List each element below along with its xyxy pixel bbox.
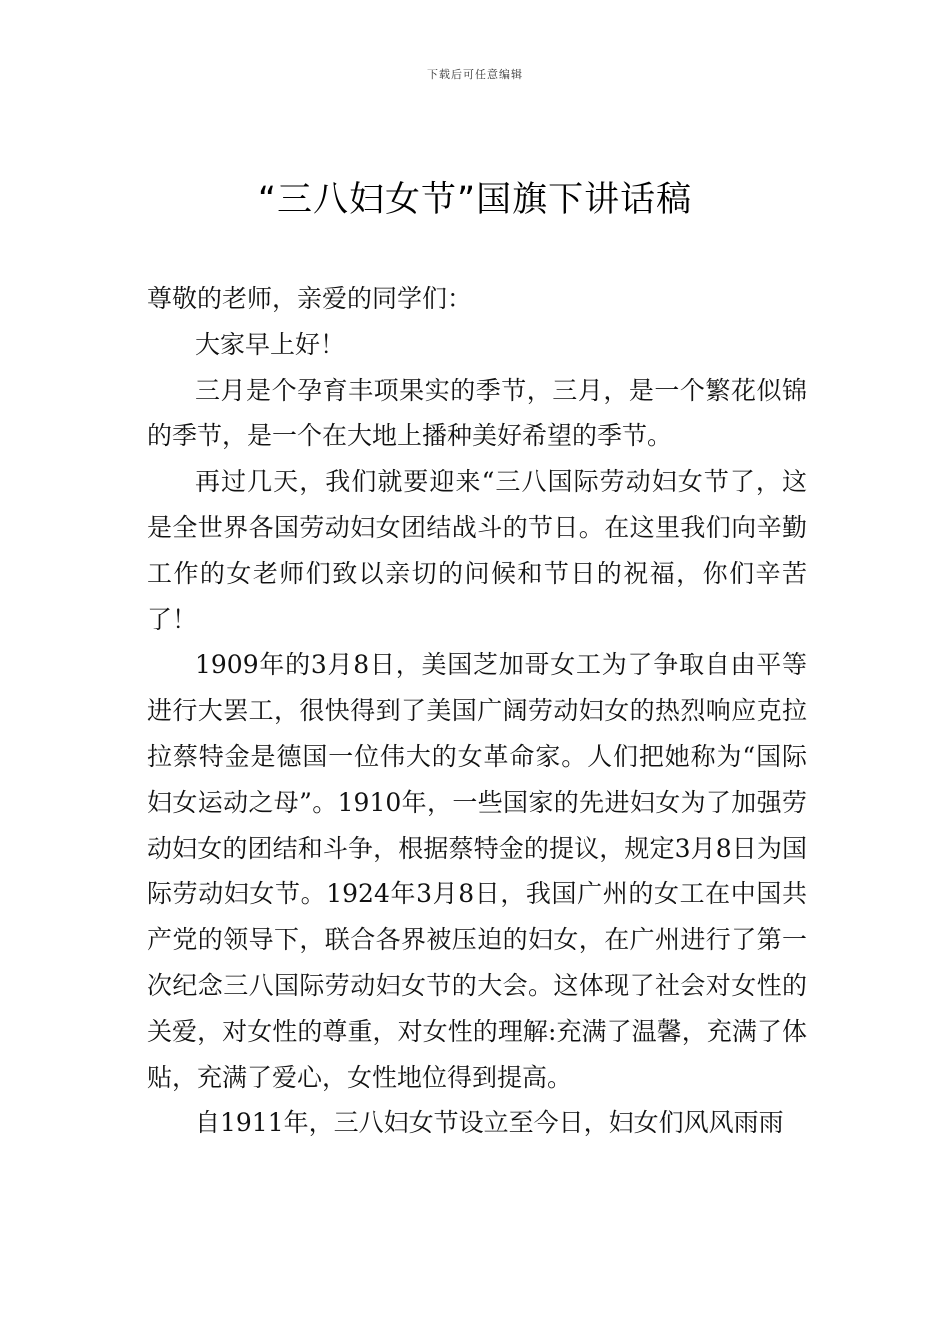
greeting-paragraph: 大家早上好！	[195, 329, 346, 359]
page-title: “三八妇女节”国旗下讲话稿	[257, 180, 693, 220]
body-paragraph: 自1911年，三八妇女节设立至今日，妇女们风风雨雨	[195, 1108, 784, 1138]
body-paragraph: 1909年的3月8日，美国芝加哥女工为了争取自由平等进行大罢工，很快得到了美国广阔劳动妇女的热烈响应克拉拉蔡特金是德国一位伟大的女革命家。人们把她称为“国际妇女运动之母”。1910年，一些国家的先进妇女为了加强劳动妇女的团结和斗争，根据蔡特金的提议，规定3月8日为国际劳动妇女节。1924年3月8日，我国广州的女工在中国共产党的领导下，联合各界被压迫的妇女，在广州进行了第一次纪念三八国际劳动妇女节的大会。这体现了社会对女性的关爱，对女性的尊重，对女性的理解:充满了温馨，充满了体贴，充满了爱心，女性地位得到提高。	[147, 650, 807, 1092]
header-note: 下载后可任意编辑	[427, 68, 523, 81]
body-paragraph: 三月是个孕育丰项果实的季节，三月，是一个繁花似锦的季节，是一个在大地上播种美好希望的季节。	[147, 375, 807, 451]
body-paragraph: 再过几天，我们就要迎来“三八国际劳动妇女节了，这是全世界各国劳动妇女团结战斗的节日。在这里我们向辛勤工作的女老师们致以亲切的问候和节日的祝福，你们辛苦了！	[147, 467, 807, 634]
salutation-paragraph: 尊敬的老师，亲爱的同学们：	[147, 284, 473, 313]
document-body	[147, 276, 807, 1146]
